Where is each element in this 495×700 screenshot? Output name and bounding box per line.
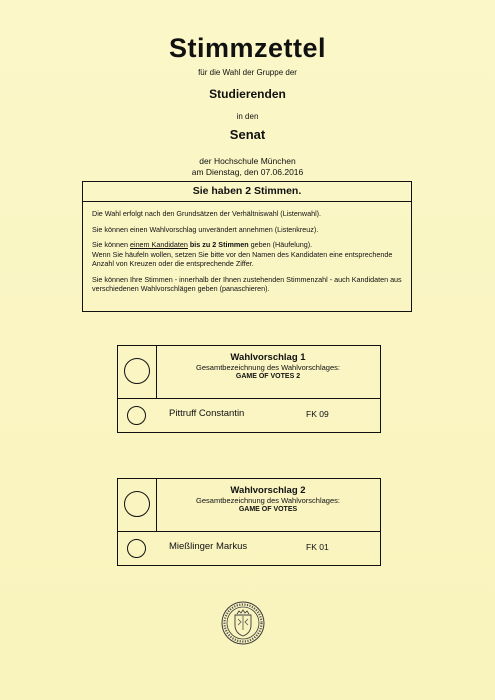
list-proposal-2: [117, 478, 381, 566]
in-den-label: in den: [236, 112, 259, 121]
list-proposal-title-block: [156, 352, 380, 381]
list-vote-circle[interactable]: [124, 358, 150, 384]
list-proposal-header: [118, 479, 380, 532]
instructions-box: [82, 181, 412, 312]
elected-body: Senat: [229, 127, 266, 142]
list-proposal-header: [118, 346, 380, 399]
instruction-3: [92, 240, 403, 269]
list-name: GAME OF VOTES 2: [235, 373, 301, 380]
instruction-2: Sie können einen Wahlvorschlag unverändert annehmen (Listenkreuz).: [92, 224, 319, 234]
instruction-3-underlined: einem Kandidaten: [129, 240, 188, 249]
candidate-name: Pittruff Constantin: [169, 408, 245, 419]
candidate-vote-circle[interactable]: [127, 406, 146, 425]
candidate-name: Mießlinger Markus: [169, 541, 248, 552]
instruction-3-line-2: Wenn Sie häufeln wollen, setzen Sie bitte vor den Namen des Kandidaten eine entsprechende Anzahl von Kreuzen oder die entsprechende Ziffer.: [92, 249, 393, 268]
school-name: der Hochschule München: [199, 156, 296, 166]
list-description-label: Gesamtbezeichnung des Wahlvorschlages:: [196, 496, 340, 505]
list-proposal-title: Wahlvorschlag 1: [230, 352, 306, 363]
election-date: am Dienstag, den 07.06.2016: [191, 167, 304, 177]
list-name: GAME OF VOTES: [238, 506, 298, 513]
candidate-row: [118, 399, 380, 432]
list-proposal-title: Wahlvorschlag 2: [230, 485, 306, 496]
list-proposal-title-block: [156, 485, 380, 514]
list-vote-cell: [118, 479, 157, 531]
votes-count-heading: Sie haben 2 Stimmen.: [83, 182, 411, 202]
candidate-row: [118, 532, 380, 565]
official-seal-icon: [221, 601, 265, 645]
instruction-3-bold: bis zu 2 Stimmen: [189, 240, 249, 249]
list-vote-cell: [118, 346, 157, 398]
candidate-faculty: FK 09: [306, 409, 329, 419]
list-vote-circle[interactable]: [124, 491, 150, 517]
instruction-1: Die Wahl erfolgt nach den Grundsätzen der Verhältniswahl (Listenwahl).: [92, 209, 322, 218]
voter-group: Studierenden: [209, 87, 286, 101]
candidate-vote-circle[interactable]: [127, 539, 146, 558]
instruction-4: Sie können Ihre Stimmen - innerhalb der Ihnen zustehenden Stimmenzahl - auch Kandidaten aus verschiedenen Wahlvorschlägen geben (panaschieren).: [92, 274, 402, 293]
list-description-label: Gesamtbezeichnung des Wahlvorschlages:: [196, 363, 340, 372]
instruction-3-part-c: geben (Häufelung).: [248, 240, 313, 249]
instruction-3-part-a: Sie können: [92, 240, 130, 249]
subtitle: für die Wahl der Gruppe der: [198, 68, 297, 77]
list-proposal-1: [117, 345, 381, 433]
page-title: Stimmzettel: [168, 33, 327, 63]
candidate-faculty: FK 01: [306, 542, 329, 552]
instructions-text: [83, 202, 411, 294]
school-and-date: [0, 156, 495, 178]
